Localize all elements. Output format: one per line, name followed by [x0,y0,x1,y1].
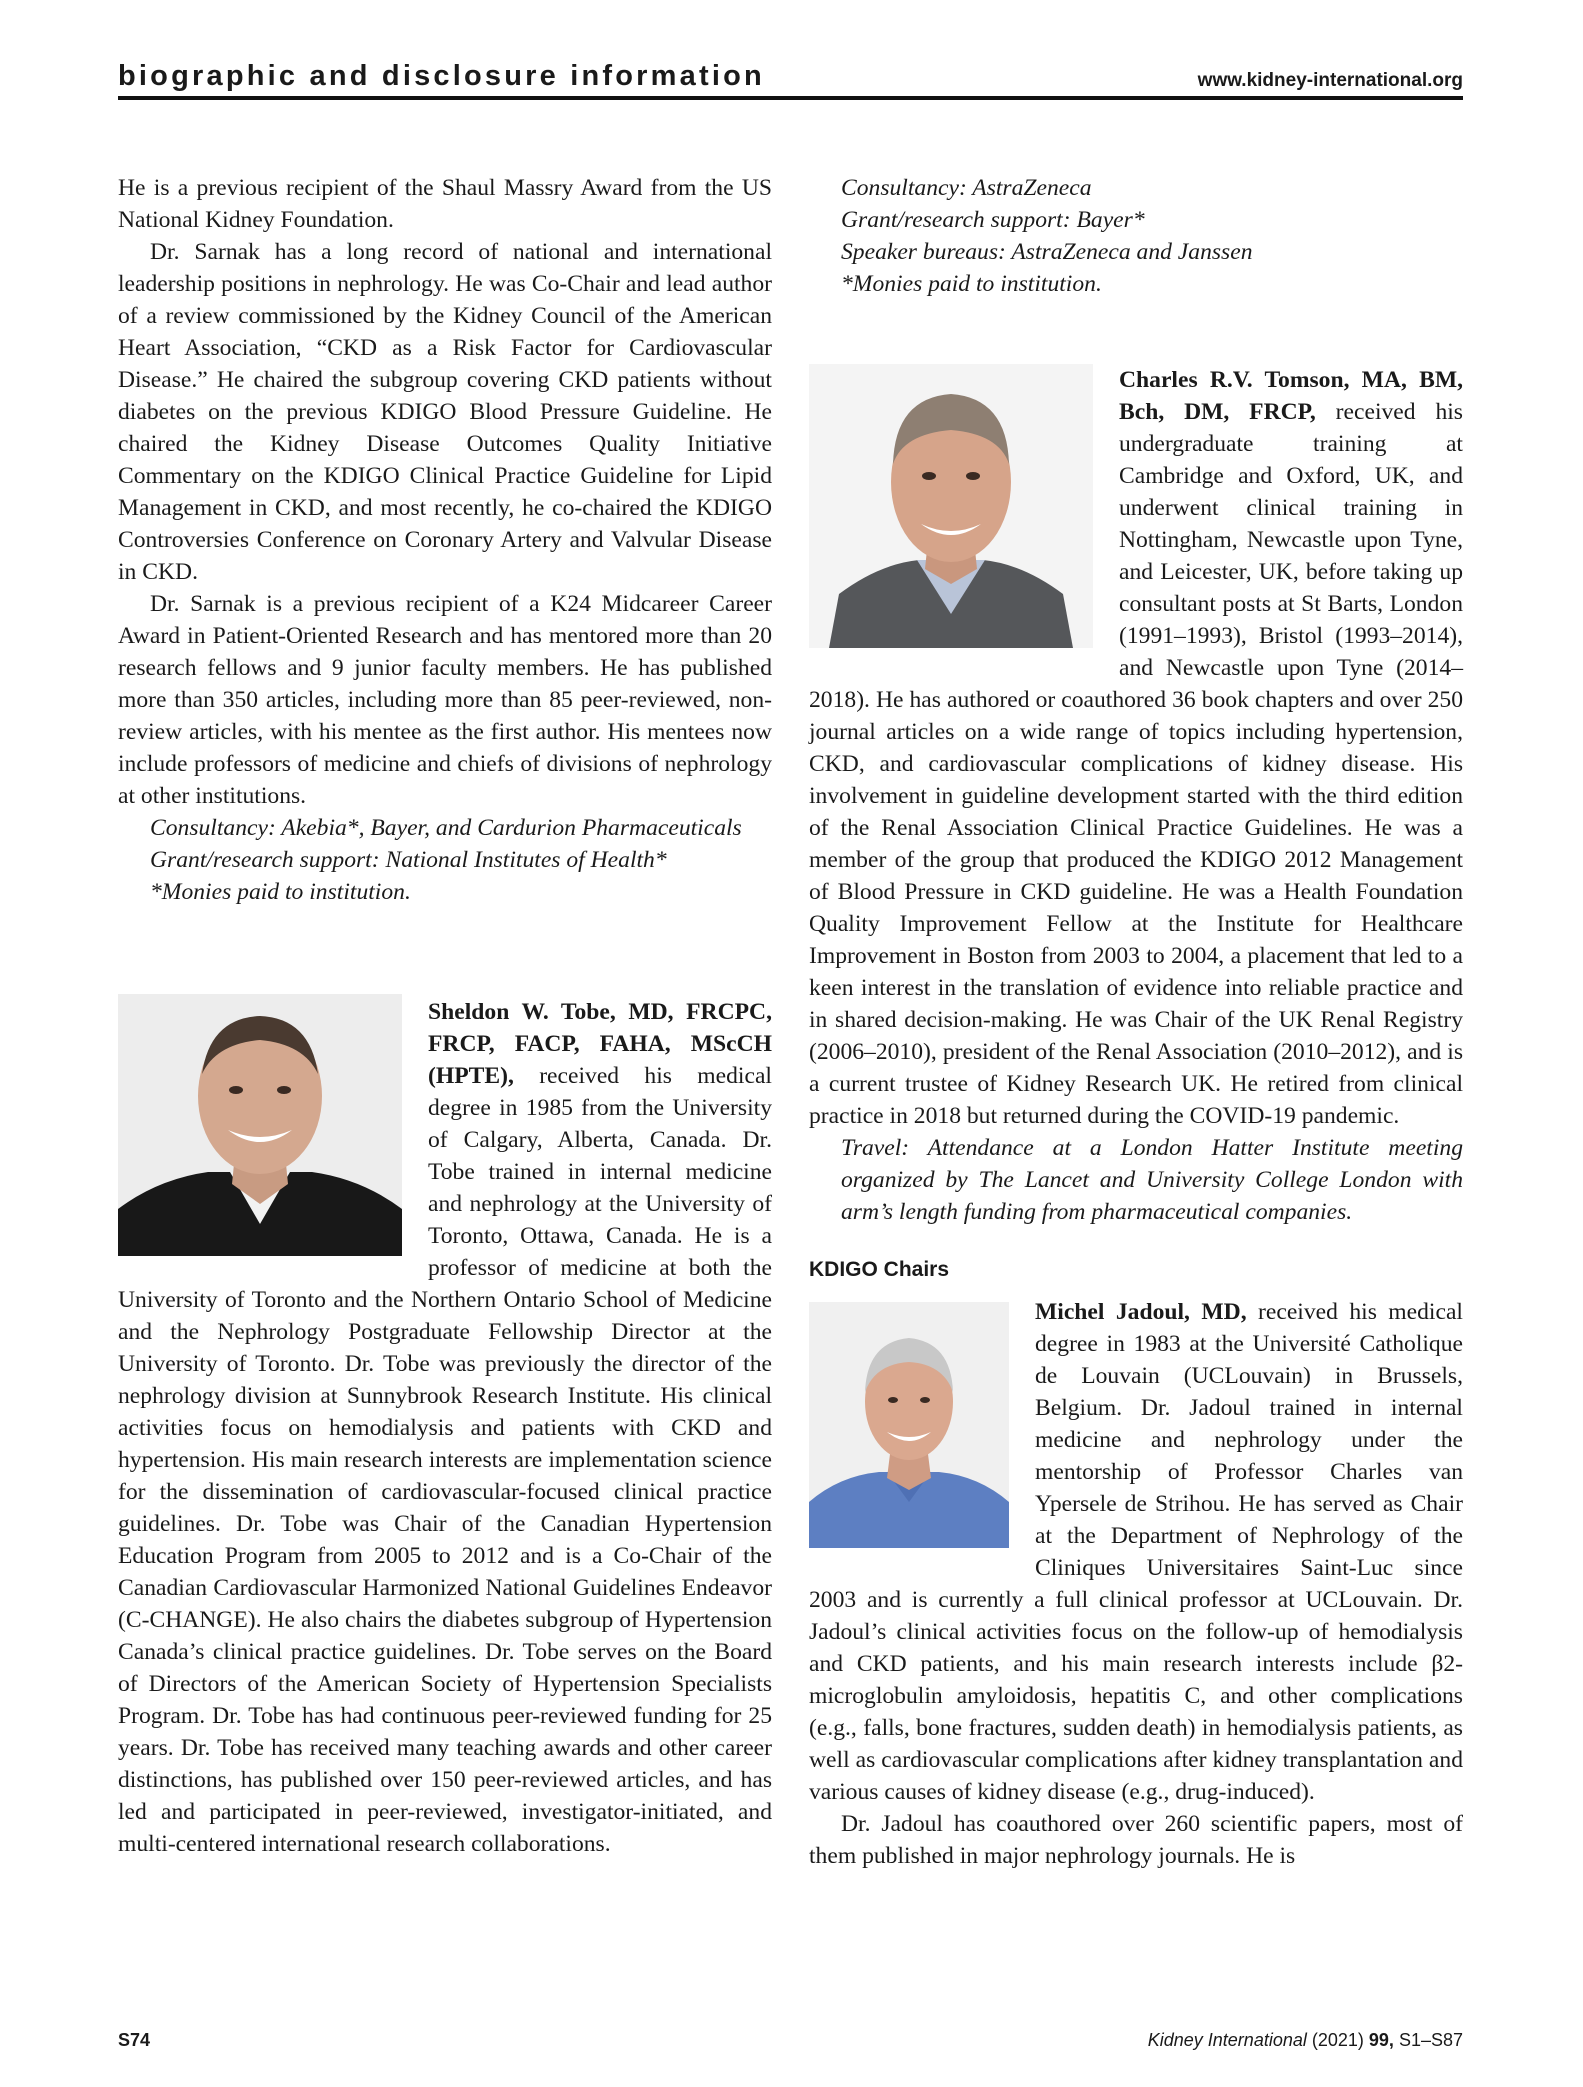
kdigo-chairs-heading: KDIGO Chairs [809,1258,950,1281]
section-title: biographic and disclosure information [118,60,765,92]
journal-url-link[interactable]: www.kidney-international.org [1197,70,1463,91]
tomson-name: Charles R.V. Tomson, MA, BM, Bch, DM, FRCP, [1119,367,1463,425]
journal-citation [1148,2030,1463,2051]
tobe-name: Sheldon W. Tobe, MD, FRCPC, FRCP, FACP, FAHA, MScCH (HPTE), [428,999,772,1089]
sarnak-disclosures-continued [841,172,1463,300]
tobe-portrait-photo [118,994,402,1256]
disclosure-line: Consultancy: Akebia*, Bayer, and Cardurion Pharmaceuticals [150,815,742,841]
jadoul-bio-text: received his medical degree in 1983 at the Université Catholique de Louvain (UCLouvain) in Brussels, Belgium. Dr. Jadoul trained in internal medicine and nephrology under the mentorship of Professor Charles van Ypersele de Strihou. He has served as Chair at the Department of Nephrology of the Cliniques Universitaires Saint-Luc since 2003 and is currently a full clinical professor at UCLouvain. Dr. Jadoul’s clinical activities focus on the follow-up of hemodialysis and CKD patients, and his main research interests include β2-microglobulin amyloidosis, hepatitis C, and other complications (e.g., falls, bone fractures, sudden death) in hemodialysis patients, as well as cardiovascular complications after kidney transplantation and various causes of kidney disease (e.g., drug-induced). [809,1299,1463,1805]
tomson-portrait-photo [809,364,1093,648]
journal-pages: S1–S87 [1393,2030,1463,2050]
disclosure-line: Grant/research support: Bayer* [841,207,1145,233]
disclosure-line: Grant/research support: National Institutes of Health* [150,847,667,873]
tomson-disclosures [841,1132,1463,1228]
disclosure-line: Consultancy: AstraZeneca [841,175,1092,201]
header-divider [118,96,1463,100]
right-column [809,172,1463,1872]
page-number: S74 [118,2030,151,2050]
disclosure-line: *Monies paid to institution. [150,879,411,905]
sarnak-paragraph-3: Dr. Sarnak is a previous recipient of a K24 Midcareer Career Award in Patient-Oriented Research and has mentored more than 20 research fellows and 9 junior faculty members. He has published more than 350 articles, including more than 85 peer-reviewed, non-review articles, with his mentee as the first author. His mentees now include professors of medicine and chiefs of divisions of nephrology at other institutions. [118,591,772,809]
page-footer [118,2030,1463,2060]
jadoul-paragraph-2: Dr. Jadoul has coauthored over 260 scientific papers, most of them published in major nephrology journals. He is [809,1811,1463,1869]
journal-volume: 99, [1368,2030,1394,2050]
tobe-bio-text: received his medical degree in 1985 from the University of Calgary, Alberta, Canada. Dr. Tobe trained in internal medicine and nephrology at the University of Toronto, Ottawa, Canada. He is a professor of medicine at both the University of Toronto and the Northern Ontario School of Medicine and the Nephrology Postgraduate Fellowship Director at the University of Toronto. Dr. Tobe was previously the director of the nephrology division at Sunnybrook Research Institute. His clinical activities focus on hemodialysis and patients with CKD and hypertension. His main research interests are implementation science for the dissemination of cardiovascular-focused clinical practice guidelines. Dr. Tobe was Chair of the Canadian Hypertension Education Program from 2005 to 2012 and is a Co-Chair of the Canadian Cardiovascular Harmonized National Guidelines Endeavor (C-CHANGE). He also chairs the diabetes subgroup of Hypertension Canada’s clinical practice guidelines. Dr. Tobe serves on the Board of Directors of the American Society of Hypertension Specialists Program. Dr. Tobe has had continuous peer-reviewed funding for 25 years. Dr. Tobe has received many teaching awards and other career distinctions, has published over 150 peer-reviewed articles, and has led and participated in peer-reviewed, investigator-initiated, and multi-centered international research collaborations. [118,1063,772,1857]
sarnak-paragraph-1: He is a previous recipient of the Shaul Massry Award from the US National Kidney Foundation. [118,175,772,233]
left-column [118,172,772,1860]
disclosure-line: *Monies paid to institution. [841,271,1102,297]
sarnak-disclosures [150,812,772,908]
tomson-bio-text: received his undergraduate training at Cambridge and Oxford, UK, and underwent clinical training in Nottingham, Newcastle upon Tyne, and Leicester, UK, before taking up consultant posts at St Barts, London (1991–1993), Bristol (1993–2014), and Newcastle upon Tyne (2014–2018). He has authored or coauthored 36 book chapters and over 250 journal articles on a wide range of topics including hypertension, CKD, and cardiovascular complications of kidney disease. His involvement in guideline development started with the third edition of the Renal Association Clinical Practice Guidelines. He was a member of the group that produced the KDIGO 2012 Management of Blood Pressure in CKD guideline. He was a Health Foundation Quality Improvement Fellow at the Institute for Healthcare Improvement in Boston from 2003 to 2004, a placement that led to a keen interest in the translation of evidence into reliable practice and in shared decision-making. He was Chair of the UK Renal Registry (2006–2010), president of the Renal Association (2010–2012), and is a current trustee of Kidney Research UK. He retired from clinical practice in 2018 but returned during the COVID-19 pandemic. [809,399,1463,1129]
sarnak-paragraph-2: Dr. Sarnak has a long record of national and international leadership positions in nephrology. He was Co-Chair and lead author of a review commissioned by the Kidney Council of the American Heart Association, “CKD as a Risk Factor for Cardiovascular Disease.” He chaired the subgroup covering CKD patients without diabetes on the previous KDIGO Blood Pressure Guideline. He chaired the Kidney Disease Outcomes Quality Initiative Commentary on the KDIGO Clinical Practice Guideline for Lipid Management in CKD, and most recently, he co-chaired the KDIGO Controversies Conference on Coronary Artery and Valvular Disease in CKD. [118,239,772,585]
jadoul-portrait-photo [809,1302,1009,1548]
disclosure-line: Speaker bureaus: AstraZeneca and Janssen [841,239,1253,265]
jadoul-name: Michel Jadoul, MD, [1035,1299,1247,1325]
journal-name: Kidney International [1147,2030,1307,2050]
journal-year: (2021) [1306,2030,1369,2050]
disclosure-line: Travel: Attendance at a London Hatter Institute meeting organized by The Lancet and University College London with arm’s length funding from pharmaceutical companies. [841,1135,1463,1225]
